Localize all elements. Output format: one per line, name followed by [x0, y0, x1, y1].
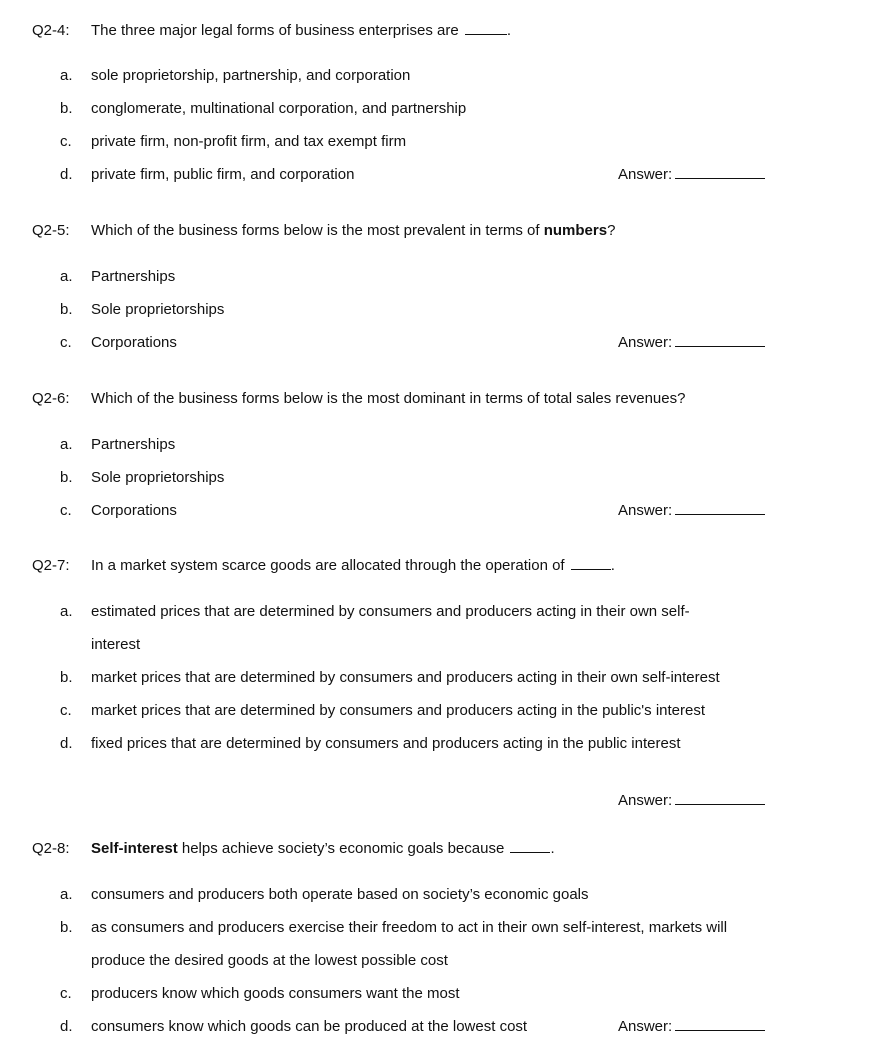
- question-q2-4: [32, 22, 852, 183]
- question-q2-6: [32, 390, 852, 519]
- question-q2-8: [32, 840, 852, 1035]
- option-b: b. conglomerate, multinational corporation, and partnership: [60, 100, 467, 117]
- question-q2-7: [32, 557, 852, 809]
- question-number: Q2-8:: [32, 840, 70, 857]
- answer-field[interactable]: [618, 792, 765, 809]
- option-b-continuation: produce the desired goods at the lowest possible cost: [91, 952, 448, 969]
- option-d: d. fixed prices that are determined by consumers and producers acting in the public interest: [60, 735, 681, 752]
- option-a: a. Partnerships: [60, 268, 176, 285]
- fill-in-blank: [510, 840, 550, 853]
- option-c: c. Corporations: [60, 502, 177, 519]
- option-c: c. private firm, non-profit firm, and tax exempt firm: [60, 133, 407, 150]
- question-number: Q2-7:: [32, 557, 70, 574]
- answer-label: Answer:: [618, 334, 673, 351]
- question-number: Q2-6:: [32, 390, 70, 407]
- question-number: Q2-4:: [32, 22, 70, 39]
- option-b: b. market prices that are determined by consumers and producers acting in their own self-interest: [60, 669, 720, 686]
- option-b: b. as consumers and producers exercise their freedom to act in their own self-interest, markets will: [60, 919, 728, 936]
- question-text: In a market system scarce goods are allocated through the operation of .: [91, 557, 615, 574]
- question-text: Which of the business forms below is the most prevalent in terms of numbers?: [91, 222, 616, 239]
- option-b: b. Sole proprietorships: [60, 469, 225, 486]
- answer-line[interactable]: [675, 502, 765, 515]
- answer-line[interactable]: [675, 166, 765, 179]
- answer-field[interactable]: [618, 1018, 765, 1035]
- option-d: d. private firm, public firm, and corporation: [60, 166, 355, 183]
- fill-in-blank: [571, 557, 611, 570]
- option-a: a. Partnerships: [60, 436, 176, 453]
- answer-field[interactable]: [618, 166, 765, 183]
- option-c: c. market prices that are determined by consumers and producers acting in the public's interest: [60, 702, 706, 719]
- answer-line[interactable]: [675, 792, 765, 805]
- answer-line[interactable]: [675, 1018, 765, 1031]
- option-a: a. sole proprietorship, partnership, and corporation: [60, 67, 411, 84]
- fill-in-blank: [465, 22, 507, 35]
- option-a: a. estimated prices that are determined by consumers and producers acting in their own self-: [60, 603, 690, 620]
- question-text: The three major legal forms of business enterprises are .: [91, 22, 512, 39]
- option-a: a. consumers and producers both operate based on society’s economic goals: [60, 886, 589, 903]
- option-a-continuation: interest: [91, 636, 141, 653]
- question-number: Q2-5:: [32, 222, 70, 239]
- question-q2-5: [32, 222, 852, 351]
- answer-label: Answer:: [618, 1018, 673, 1035]
- answer-field[interactable]: [618, 334, 765, 351]
- answer-label: Answer:: [618, 166, 673, 183]
- option-c: c. Corporations: [60, 334, 177, 351]
- answer-label: Answer:: [618, 502, 673, 519]
- answer-field[interactable]: [618, 502, 765, 519]
- question-text: Which of the business forms below is the most dominant in terms of total sales revenues?: [91, 390, 686, 407]
- question-text: Self-interest helps achieve society’s economic goals because .: [91, 840, 555, 857]
- option-c: c. producers know which goods consumers want the most: [60, 985, 460, 1002]
- option-b: b. Sole proprietorships: [60, 301, 225, 318]
- option-d: d. consumers know which goods can be produced at the lowest cost: [60, 1018, 528, 1035]
- answer-label: Answer:: [618, 792, 673, 809]
- answer-line[interactable]: [675, 334, 765, 347]
